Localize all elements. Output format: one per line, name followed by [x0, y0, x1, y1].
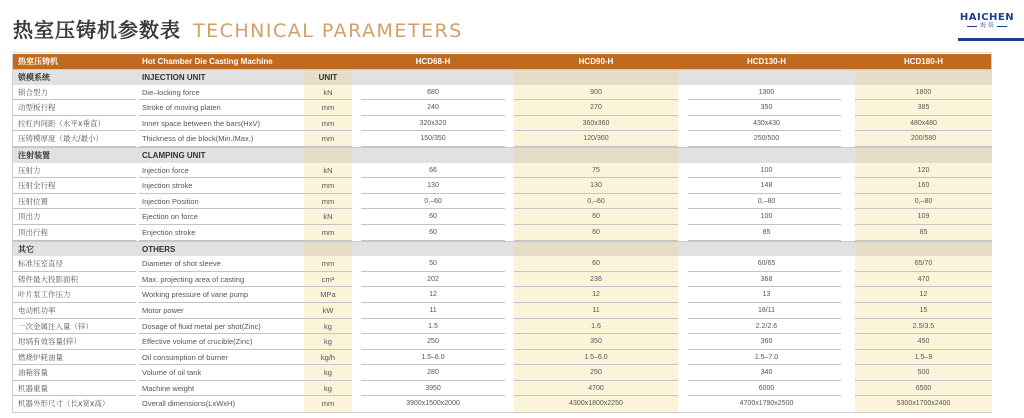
param-name-en: Inner space between the bars(HxV) — [139, 116, 304, 132]
param-value-model-1: 1.5–6.0 — [352, 350, 514, 366]
param-value-model-3: 13 — [678, 287, 855, 303]
param-value-model-1: 60 — [352, 225, 514, 241]
param-value-model-2: 1.5–6.0 — [514, 350, 678, 366]
param-value-model-4: 0,–80 — [855, 194, 992, 210]
section-unit — [304, 242, 352, 257]
param-value-model-2: 12 — [514, 287, 678, 303]
param-name-cn: 压射位置 — [13, 194, 136, 210]
param-value-model-2: 236 — [514, 272, 678, 288]
param-value-model-3: 4700x1790x2500 — [739, 400, 794, 408]
table-row — [13, 287, 991, 303]
param-unit: kg — [304, 319, 352, 335]
section-title-cn: 锁模系统 — [18, 73, 50, 82]
param-name-en: Thickness of die block(Min./Max.) — [139, 131, 304, 147]
param-unit: kg — [304, 365, 352, 381]
param-value-model-3: 85 — [678, 225, 855, 241]
param-value-model-3: 1.5–7.0 — [678, 350, 855, 366]
param-value-model-2: 0,–60 — [514, 194, 678, 210]
param-value-model-3: 100 — [678, 209, 855, 225]
table-row — [13, 256, 991, 272]
param-name-cn: 机器外形尺寸（长x宽x高） — [18, 399, 110, 409]
section-model-cell — [514, 242, 678, 257]
param-name-en: Volume of oil tank — [139, 365, 304, 381]
param-unit: mm — [304, 225, 352, 241]
param-value-model-4: 450 — [855, 334, 992, 350]
header-model-1: HCD68-H — [415, 57, 451, 66]
param-name-cn: 拉杠内间距（水平x垂直） — [13, 116, 136, 132]
header-model-3: HCD130-H — [746, 57, 787, 66]
param-name-en: Overall dimensions(LxWxH) — [142, 399, 235, 409]
param-unit: kg — [304, 381, 352, 397]
param-value-model-4: 1800 — [855, 85, 992, 101]
param-name-en: Stroke of moving platen — [139, 100, 304, 116]
section-unit — [304, 148, 352, 163]
section-row — [13, 69, 991, 85]
param-name-cn: 顶出力 — [13, 209, 136, 225]
param-name-cn: 压铸模厚度（最大/最小） — [13, 131, 136, 147]
section-model-cell — [514, 148, 678, 163]
section-model-cell — [514, 70, 678, 85]
param-value-model-2: 350 — [514, 334, 678, 350]
page-title — [13, 14, 463, 43]
param-name-en: Diameter of shot sleeve — [139, 256, 304, 272]
param-name-en: Effective volume of crucible(Zinc) — [139, 334, 304, 350]
param-name-en: Machine weight — [139, 381, 304, 397]
param-name-en: Injection stroke — [139, 178, 304, 194]
section-model-cell — [678, 242, 855, 257]
section-model-cell — [678, 148, 855, 163]
param-unit: kN — [304, 209, 352, 225]
param-unit: mm — [304, 131, 352, 147]
param-value-model-2: 11 — [514, 303, 678, 319]
param-value-model-2: 75 — [514, 163, 678, 179]
header-unit — [304, 54, 352, 69]
section-unit: UNIT — [304, 70, 352, 85]
header-model-4: HCD180-H — [903, 57, 944, 66]
param-value-model-2: 60 — [514, 225, 678, 241]
param-value-model-4: 2.5/3.5 — [855, 319, 992, 335]
param-value-model-3: 148 — [678, 178, 855, 194]
param-name-en: Injection Position — [139, 194, 304, 210]
param-value-model-4: 160 — [855, 178, 992, 194]
param-value-model-4: 12 — [855, 287, 992, 303]
section-row — [13, 241, 991, 257]
param-value-model-3: 100 — [678, 163, 855, 179]
param-unit: mm — [304, 194, 352, 210]
param-value-model-3: 430x430 — [678, 116, 855, 132]
param-unit: kg — [304, 334, 352, 350]
param-value-model-2: 4700 — [514, 381, 678, 397]
param-unit: cm² — [304, 272, 352, 288]
param-value-model-3: 60/65 — [678, 256, 855, 272]
param-value-model-4: 385 — [855, 100, 992, 116]
param-value-model-4: 65/70 — [855, 256, 992, 272]
param-name-cn: 叶片泵工作压力 — [13, 287, 136, 303]
table-row — [13, 225, 991, 241]
param-name-cn: 顶出行程 — [13, 225, 136, 241]
table-row — [13, 381, 991, 397]
param-value-model-3: 360 — [678, 334, 855, 350]
param-unit: MPa — [304, 287, 352, 303]
param-value-model-1: 60 — [352, 209, 514, 225]
param-value-model-4: 109 — [855, 209, 992, 225]
param-value-model-4: 480x480 — [855, 116, 992, 132]
page-title-en: TECHNICAL PARAMETERS — [193, 20, 463, 42]
logo-sub — [956, 23, 1018, 30]
param-value-model-4: 6500 — [855, 381, 992, 397]
logo-bar-right — [997, 26, 1007, 27]
param-value-model-4: 15 — [855, 303, 992, 319]
param-name-cn: 油箱容量 — [13, 365, 136, 381]
param-value-model-1: 50 — [352, 256, 514, 272]
logo-name: HAICHEN — [959, 12, 1015, 23]
section-title-en: CLAMPING UNIT — [142, 150, 206, 160]
param-unit: kN — [304, 163, 352, 179]
param-value-model-2: 60 — [514, 209, 678, 225]
section-title-cn: 注射装置 — [18, 150, 50, 160]
param-value-model-1: 150/350 — [352, 131, 514, 147]
table-row — [13, 272, 991, 288]
param-value-model-1: 250 — [352, 334, 514, 350]
table-row — [13, 100, 991, 116]
param-value-model-1: 1.5 — [352, 319, 514, 335]
param-name-cn: 压射力 — [13, 163, 136, 179]
section-model-cell — [855, 148, 992, 163]
param-value-model-4: 1.5–9 — [855, 350, 992, 366]
param-name-cn: 锁合型力 — [13, 85, 136, 101]
param-name-cn: 动型板行程 — [13, 100, 136, 116]
param-value-model-1: 66 — [352, 163, 514, 179]
param-name-en: Ejection on force — [139, 209, 304, 225]
param-unit: kN — [304, 85, 352, 101]
param-unit: mm — [304, 256, 352, 272]
logo-bar-left — [967, 26, 977, 27]
param-name-en: Working pressure of vane pump — [139, 287, 304, 303]
section-model-cell — [855, 70, 992, 85]
param-unit: mm — [304, 100, 352, 116]
param-name-en: Injection force — [139, 163, 304, 179]
param-value-model-1: 3950 — [352, 381, 514, 397]
table-row — [13, 163, 991, 179]
param-name-en: Die–locking force — [139, 85, 304, 101]
param-name-en: Dosage of fluid metal per shot(Zinc) — [139, 319, 304, 335]
param-value-model-2: 60 — [514, 256, 678, 272]
table-row — [13, 116, 991, 132]
param-value-model-4: 500 — [855, 365, 992, 381]
param-name-cn: 燃烧炉耗油量 — [13, 350, 136, 366]
param-value-model-2: 250 — [514, 365, 678, 381]
param-value-model-3: 18/11 — [678, 303, 855, 319]
param-name-cn: 一次金属注入量（锌） — [13, 319, 136, 335]
param-value-model-4: 120 — [855, 163, 992, 179]
table-row — [13, 131, 991, 147]
table-body — [13, 69, 991, 412]
section-model-cell — [855, 242, 992, 257]
table-row — [13, 178, 991, 194]
param-value-model-3: 0,–80 — [678, 194, 855, 210]
param-value-model-3: 1300 — [678, 85, 855, 101]
table-row — [13, 209, 991, 225]
page-title-cn: 热室压铸机参数表 — [13, 18, 181, 42]
param-value-model-2: 4300x1800x2250 — [514, 396, 678, 412]
section-title-en: INJECTION UNIT — [142, 73, 206, 82]
param-name-cn: 电动机功率 — [13, 303, 136, 319]
param-value-model-1: 240 — [352, 100, 514, 116]
header-model-2: HCD90-H — [578, 57, 614, 66]
haichen-logo-icon — [956, 12, 1018, 30]
table-row — [13, 319, 991, 335]
param-name-cn: 压射全行程 — [13, 178, 136, 194]
param-value-model-1: 11 — [352, 303, 514, 319]
param-value-model-2: 120/360 — [514, 131, 678, 147]
param-name-en: Max. projecting area of casting — [139, 272, 304, 288]
table-row — [13, 350, 991, 366]
param-value-model-1: 0,–60 — [352, 194, 514, 210]
table-header-row — [13, 54, 991, 69]
section-model-cell — [352, 148, 514, 163]
param-value-model-1: 3900x1500x2000 — [406, 400, 460, 408]
param-value-model-1: 202 — [352, 272, 514, 288]
param-value-model-3: 6000 — [678, 381, 855, 397]
logo-sub-text: 海 辰 — [980, 23, 994, 29]
param-value-model-2: 270 — [514, 100, 678, 116]
param-unit: mm — [304, 116, 352, 132]
param-value-model-2: 130 — [514, 178, 678, 194]
section-model-cell — [352, 70, 514, 85]
section-model-cell — [678, 70, 855, 85]
param-name-cn: 标准压室直径 — [13, 256, 136, 272]
param-name-cn: 坩埚有效容量(锌） — [13, 334, 136, 350]
param-name-en: Oil consumption of burner — [139, 350, 304, 366]
param-value-model-4: 200/580 — [855, 131, 992, 147]
param-value-model-1: 280 — [352, 365, 514, 381]
param-name-cn: 机器重量 — [13, 381, 136, 397]
param-value-model-3: 350 — [678, 100, 855, 116]
table-top-line — [12, 52, 992, 53]
param-value-model-2: 900 — [514, 85, 678, 101]
param-value-model-1: 130 — [352, 178, 514, 194]
param-value-model-2: 1.6 — [514, 319, 678, 335]
param-unit: mm — [304, 178, 352, 194]
param-value-model-4: 470 — [855, 272, 992, 288]
table-row — [13, 194, 991, 210]
param-value-model-2: 360x360 — [514, 116, 678, 132]
param-value-model-3: 2.2/2.6 — [678, 319, 855, 335]
table-row — [13, 303, 991, 319]
section-model-cell — [352, 242, 514, 257]
param-value-model-3: 368 — [678, 272, 855, 288]
param-value-model-1: 12 — [352, 287, 514, 303]
section-title-cn: 其它 — [18, 244, 34, 254]
param-unit: kW — [304, 303, 352, 319]
param-name-cn: 铸件最大投影面积 — [13, 272, 136, 288]
param-value-model-4: 85 — [855, 225, 992, 241]
header-divider — [958, 38, 1024, 41]
table-row — [13, 396, 991, 412]
table-row — [13, 334, 991, 350]
param-value-model-3: 250/500 — [678, 131, 855, 147]
parameters-table — [12, 54, 992, 413]
param-unit: mm — [304, 396, 352, 412]
header-en: Hot Chamber Die Casting Machine — [142, 57, 273, 66]
param-value-model-4: 5300x1700x2400 — [855, 396, 992, 412]
param-name-en: Enjection stroke — [139, 225, 304, 241]
param-value-model-3: 340 — [678, 365, 855, 381]
section-title-en: OTHERS — [142, 244, 176, 254]
table-row — [13, 85, 991, 101]
header-cn: 热室压铸机 — [18, 57, 58, 66]
param-value-model-1: 320x320 — [352, 116, 514, 132]
table-row — [13, 365, 991, 381]
param-value-model-1: 680 — [352, 85, 514, 101]
section-row — [13, 147, 991, 163]
param-unit: kg/h — [304, 350, 352, 366]
param-name-en: Motor power — [139, 303, 304, 319]
